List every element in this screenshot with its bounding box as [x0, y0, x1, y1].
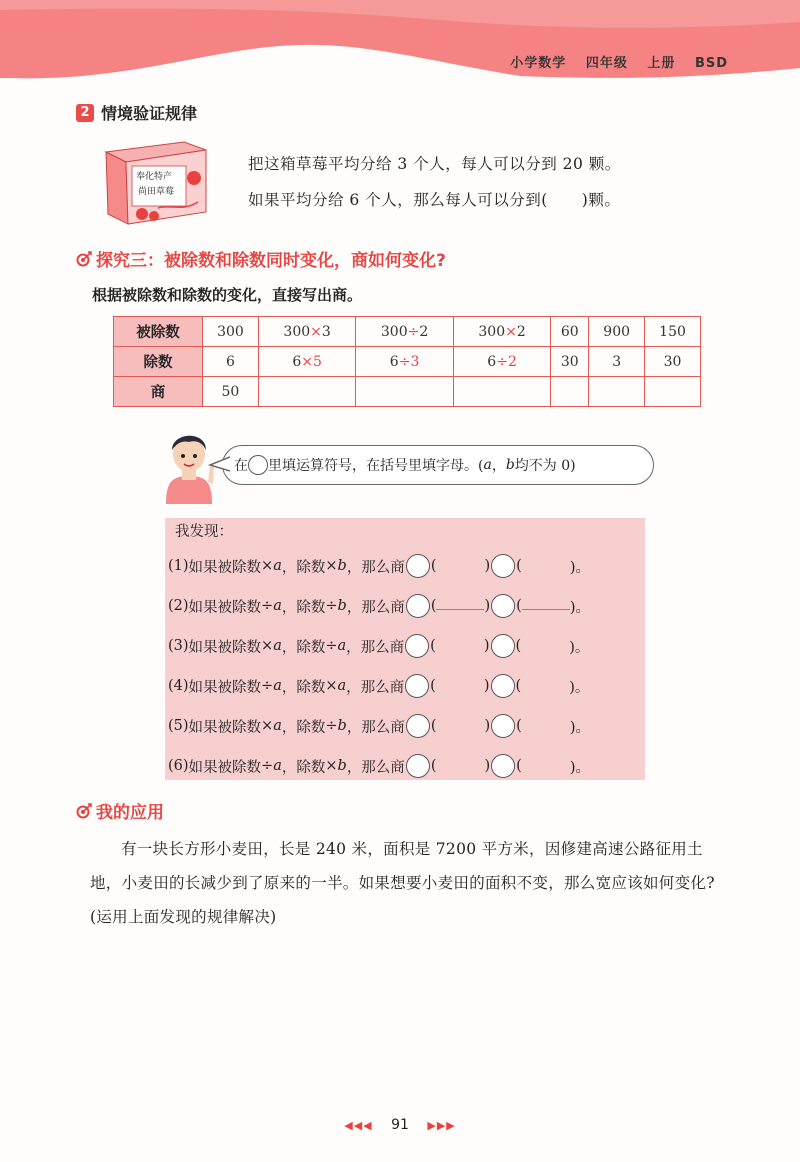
- dividend-cell: 900: [589, 317, 645, 347]
- operator-circle-input[interactable]: [491, 594, 515, 618]
- application-title-text: 我的应用: [96, 803, 164, 823]
- finding-line: (3) 如果被除数 × a ，除数 ÷ a ，那么商 ( ) ( )。: [168, 634, 589, 658]
- quotient-cell[interactable]: [645, 377, 701, 407]
- quotient-cell[interactable]: [453, 377, 550, 407]
- quotient-cell[interactable]: [258, 377, 355, 407]
- letter-blank[interactable]: [436, 597, 484, 610]
- divisor-row: [114, 347, 701, 377]
- quotient-cell[interactable]: [589, 377, 645, 407]
- application-problem: 有一块长方形小麦田，长是 240 米，面积是 7200 平方米，因修建高速公路征用土地，小麦田的长减少到了原来的一半。如果想要小麦田的面积不变，那么宽应该如何变化?(运用上面发现的规律解决): [90, 840, 715, 926]
- operator-circle-input[interactable]: [406, 714, 430, 738]
- dividend-row: [114, 317, 701, 347]
- operator-circle-input[interactable]: [405, 674, 429, 698]
- operator-circle-input[interactable]: [406, 754, 430, 778]
- quotient-cell[interactable]: [551, 377, 589, 407]
- finding-line: (1) 如果被除数 × a ，除数 × b ，那么商 ( ) ( )。: [168, 554, 590, 578]
- divisor-cell: 30: [645, 347, 701, 377]
- header-banner: [0, 0, 800, 90]
- bubble-text: 在 里填运算符号，在括号里填字母。( a ， b 均不为 0): [234, 457, 576, 474]
- speech-bubble-tail: [208, 455, 230, 475]
- dividend-cell: 150: [645, 317, 701, 347]
- operator-circle-input[interactable]: [406, 594, 430, 618]
- page-number: 91: [391, 1117, 409, 1133]
- page-footer: [0, 1117, 800, 1133]
- header-subject: 小学数学: [510, 56, 567, 71]
- quotient-header: 商: [114, 377, 203, 407]
- finding-line: (5) 如果被除数 × a ，除数 ÷ b ，那么商 ( ) ( )。: [168, 714, 590, 738]
- section-title-text: 情境验证规律: [101, 104, 198, 123]
- box-label-line1: 奉化特产: [136, 172, 173, 182]
- header-volume: 上册: [647, 56, 676, 71]
- situation-line2: [248, 188, 620, 210]
- situation-line2-before: 如果平均分给 6 个人，那么每人可以分到(: [248, 191, 548, 209]
- divisor-cell: 30: [551, 347, 589, 377]
- target-flag-icon: [76, 251, 92, 267]
- operator-circle-input[interactable]: [491, 714, 515, 738]
- divisor-cell: 6×5: [258, 347, 355, 377]
- operator-circle-input[interactable]: [491, 754, 515, 778]
- operator-circle-input[interactable]: [406, 554, 430, 578]
- header-meta: [496, 52, 728, 71]
- situation-line1: 把这箱草莓平均分给 3 个人，每人可以分到 20 颗。: [248, 155, 621, 173]
- quotient-row: [114, 377, 701, 407]
- finding-line: (6) 如果被除数 ÷ a ，除数 × b ，那么商 ( ) ( )。: [168, 754, 590, 778]
- section-title: [76, 101, 197, 124]
- quotient-cell: 50: [203, 377, 259, 407]
- operator-circle-input[interactable]: [491, 634, 515, 658]
- dividend-cell: 60: [551, 317, 589, 347]
- dividend-cell: 300÷2: [356, 317, 453, 347]
- explore-title-text: 探究三：被除数和除数同时变化，商如何变化?: [96, 251, 446, 271]
- division-table: [113, 316, 701, 407]
- letter-blank[interactable]: [522, 597, 570, 610]
- operator-circle-input[interactable]: [405, 634, 429, 658]
- operator-circle-icon: [248, 455, 268, 475]
- box-label-line2: 尚田草莓: [138, 187, 175, 197]
- next-arrows-icon: ▶▶▶: [427, 1119, 456, 1132]
- dividend-header: 被除数: [114, 317, 203, 347]
- divisor-cell: 6: [203, 347, 259, 377]
- operator-circle-input[interactable]: [491, 554, 515, 578]
- explore-instruction: 根据被除数和除数的变化，直接写出商。: [92, 286, 363, 304]
- finding-line: (4) 如果被除数 ÷ a ，除数 × a ，那么商 ( ) ( )。: [168, 674, 589, 698]
- section-number-badge: 2: [76, 104, 94, 122]
- header-grade: 四年级: [585, 56, 628, 71]
- strawberry-box-illustration: [98, 138, 213, 228]
- application-title: [76, 798, 164, 823]
- situation-line2-after: )颗。: [581, 191, 621, 209]
- findings-title: 我发现：: [175, 524, 233, 540]
- target-flag-icon: [76, 803, 92, 819]
- explore-title: [76, 246, 446, 271]
- divisor-cell: 3: [589, 347, 645, 377]
- dividend-cell: 300×3: [258, 317, 355, 347]
- dividend-cell: 300: [203, 317, 259, 347]
- prev-arrows-icon: ◀◀◀: [344, 1119, 373, 1132]
- dividend-cell: 300×2: [453, 317, 550, 347]
- divisor-cell: 6÷3: [356, 347, 453, 377]
- divisor-header: 除数: [114, 347, 203, 377]
- divisor-cell: 6÷2: [453, 347, 550, 377]
- header-edition: BSD: [694, 56, 728, 71]
- finding-line: (2) 如果被除数 ÷ a ，除数 ÷ b ，那么商 ( ) ( )。: [168, 594, 590, 618]
- quotient-cell[interactable]: [356, 377, 453, 407]
- operator-circle-input[interactable]: [491, 674, 515, 698]
